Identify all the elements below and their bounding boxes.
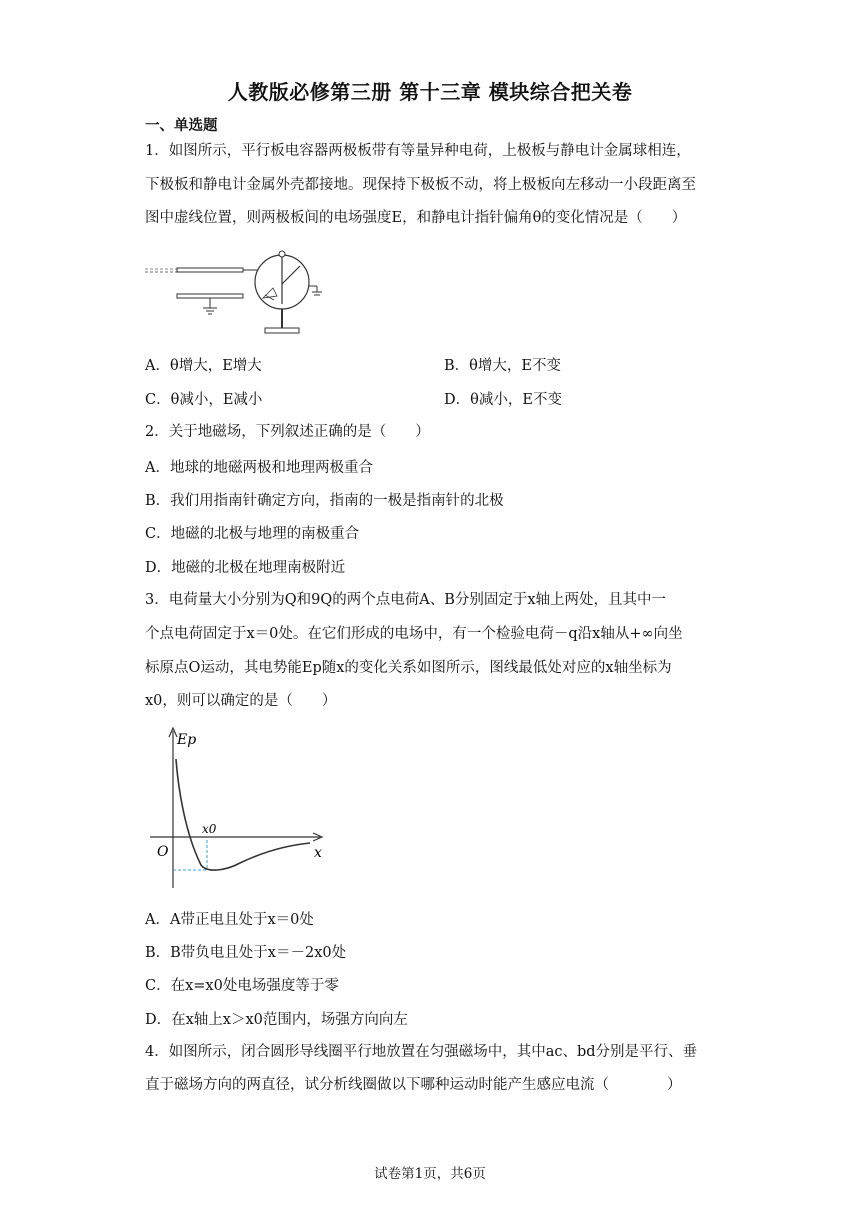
page-footer: 试卷第1页，共6页	[374, 1166, 486, 1182]
q2-stem: 2．关于地磁场，下列叙述正确的是（ ）	[145, 424, 430, 440]
potential-energy-graph	[145, 725, 330, 895]
graph-origin-label: O	[157, 844, 169, 860]
capacitor-electroscope-figure	[145, 238, 325, 338]
q3-option-c: C．在x=x0处电场强度等于零	[145, 978, 339, 994]
graph-min-label: x0	[202, 822, 217, 836]
q3-line-1: 3．电荷量大小分别为Q和9Q的两个点电荷A、B分别固定于x轴上两处，且其中一	[145, 592, 667, 608]
q1-option-d: D．θ减小，E不变	[444, 392, 562, 408]
q3-line-2: 个点电荷固定于x＝0处。在它们形成的电场中，有一个检验电荷－q沿x轴从+∞向坐	[145, 626, 683, 642]
q2-option-d: D．地磁的北极在地理南极附近	[145, 560, 346, 576]
q3-option-d: D．在x轴上x＞x0范围内，场强方向向左	[145, 1012, 408, 1028]
q3-line-3: 标原点O运动，其电势能Ep随x的变化关系如图所示，图线最低处对应的x轴坐标为	[145, 660, 672, 676]
q1-line-2: 下极板和静电计金属外壳都接地。现保持下极板不动，将上极板向左移动一小段距离至	[145, 177, 696, 193]
q1-option-b: B．θ增大，E不变	[444, 358, 561, 374]
graph-x-label: x	[314, 845, 322, 861]
q2-option-c: C．地磁的北极与地理的南极重合	[145, 526, 360, 542]
page-title: 人教版必修第三册 第十三章 模块综合把关卷	[227, 80, 633, 104]
q1-line-3: 图中虚线位置，则两极板间的电场强度E，和静电计指针偏角θ的变化情况是（ ）	[145, 210, 687, 226]
q2-option-b: B．我们用指南针确定方向，指南的一极是指南针的北极	[145, 493, 504, 509]
q1-option-a: A．θ增大，E增大	[145, 358, 262, 374]
section-heading: 一、单选题	[145, 118, 218, 134]
q1-option-c: C．θ减小，E减小	[145, 392, 263, 408]
q4-line-2: 直于磁场方向的两直径，试分析线圈做以下哪种运动时能产生感应电流（ ）	[145, 1077, 682, 1093]
graph-y-label: Ep	[177, 732, 197, 748]
q2-option-a: A．地球的地磁两极和地理两极重合	[145, 460, 373, 476]
q4-line-1: 4．如图所示，闭合圆形导线圈平行地放置在匀强磁场中，其中ac、bd分别是平行、垂	[145, 1044, 698, 1060]
q3-option-b: B．B带负电且处于x＝－2x0处	[145, 945, 347, 961]
q3-option-a: A．A带正电且处于x＝0处	[145, 912, 314, 928]
q3-line-4: x0，则可以确定的是（ ）	[145, 693, 337, 709]
q1-line-1: 1．如图所示，平行板电容器两极板带有等量异种电荷，上极板与静电计金属球相连，	[145, 143, 691, 159]
